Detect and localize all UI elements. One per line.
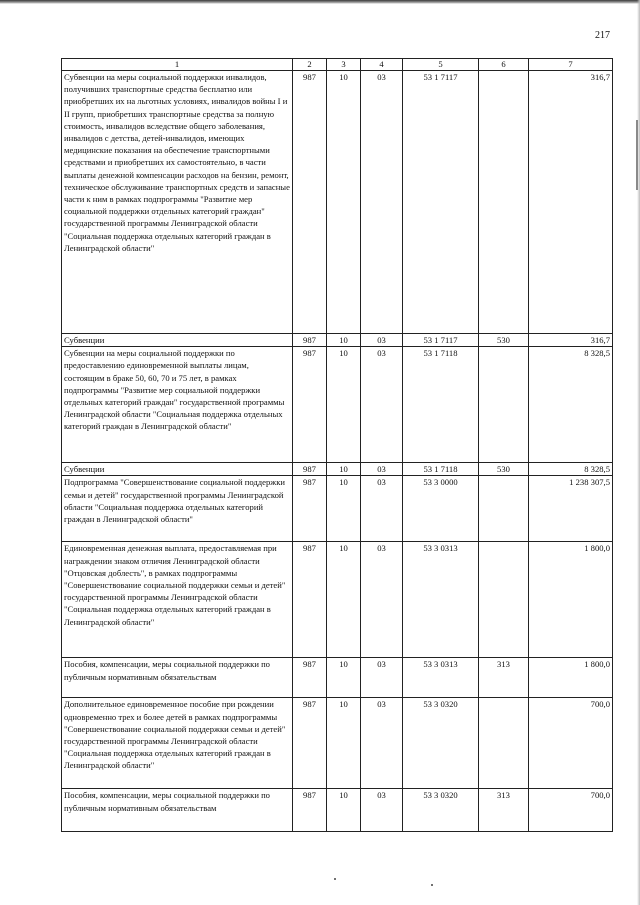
row-name: Субвенции (62, 463, 293, 476)
table-row (62, 463, 613, 476)
page-number: 217 (595, 30, 610, 41)
row-col6 (479, 476, 529, 542)
row-col3: 10 (327, 476, 361, 542)
row-col7: 1 800,0 (529, 658, 613, 698)
row-col3: 10 (327, 542, 361, 658)
row-col2: 987 (293, 71, 327, 334)
row-col2: 987 (293, 463, 327, 476)
scan-speck (334, 878, 336, 880)
row-name: Субвенции (62, 334, 293, 347)
row-col4: 03 (361, 71, 403, 334)
row-col5: 53 1 7117 (403, 71, 479, 334)
row-col6: 313 (479, 789, 529, 832)
row-col2: 987 (293, 476, 327, 542)
row-col5: 53 3 0000 (403, 476, 479, 542)
row-col7: 700,0 (529, 698, 613, 789)
scan-speck (431, 884, 433, 886)
row-col7: 316,7 (529, 71, 613, 334)
row-col6 (479, 698, 529, 789)
row-name: Пособия, компенсации, меры социальной поддержки по публичным нормативным обязательствам (62, 789, 293, 832)
budget-table (61, 58, 613, 832)
column-header-1: 1 (62, 59, 293, 71)
row-col3: 10 (327, 658, 361, 698)
row-col4: 03 (361, 347, 403, 463)
row-col2: 987 (293, 658, 327, 698)
row-col4: 03 (361, 698, 403, 789)
row-col4: 03 (361, 789, 403, 832)
table-row (62, 347, 613, 463)
row-col4: 03 (361, 463, 403, 476)
table-row (62, 658, 613, 698)
column-header-2: 2 (293, 59, 327, 71)
row-col2: 987 (293, 698, 327, 789)
row-col6: 530 (479, 463, 529, 476)
scan-mark (636, 120, 638, 190)
row-col5: 53 3 0320 (403, 698, 479, 789)
row-col4: 03 (361, 334, 403, 347)
row-col6: 530 (479, 334, 529, 347)
row-col4: 03 (361, 542, 403, 658)
row-col5: 53 1 7117 (403, 334, 479, 347)
row-col4: 03 (361, 476, 403, 542)
row-col2: 987 (293, 347, 327, 463)
row-name: Пособия, компенсации, меры социальной поддержки по публичным нормативным обязательствам (62, 658, 293, 698)
row-col3: 10 (327, 698, 361, 789)
row-col7: 8 328,5 (529, 347, 613, 463)
row-col6: 313 (479, 658, 529, 698)
row-col5: 53 1 7118 (403, 463, 479, 476)
row-col6 (479, 71, 529, 334)
row-col3: 10 (327, 71, 361, 334)
table-row (62, 71, 613, 334)
row-col7: 1 238 307,5 (529, 476, 613, 542)
row-col5: 53 3 0320 (403, 789, 479, 832)
table-header-row (62, 59, 613, 71)
row-col4: 03 (361, 658, 403, 698)
column-header-7: 7 (529, 59, 613, 71)
table-row (62, 542, 613, 658)
row-col2: 987 (293, 789, 327, 832)
row-col5: 53 3 0313 (403, 542, 479, 658)
row-name: Дополнительное единовременное пособие при рождении одновременно трех и более детей в рамках подпрограммы "Совершенствование социальной поддержки семьи и детей" государственной программы Ленинградской области "Социальная поддержка отдельных категорий граждан в Ленинградской области" (62, 698, 293, 789)
row-col3: 10 (327, 347, 361, 463)
row-col2: 987 (293, 542, 327, 658)
column-header-3: 3 (327, 59, 361, 71)
row-col6 (479, 347, 529, 463)
row-col6 (479, 542, 529, 658)
row-col5: 53 3 0313 (403, 658, 479, 698)
row-col3: 10 (327, 463, 361, 476)
row-col7: 1 800,0 (529, 542, 613, 658)
row-col5: 53 1 7118 (403, 347, 479, 463)
column-header-5: 5 (403, 59, 479, 71)
row-col7: 316,7 (529, 334, 613, 347)
row-col3: 10 (327, 334, 361, 347)
row-name: Субвенции на меры социальной поддержки по предоставлению единовременной выплаты лицам, состоящим в браке 50, 60, 70 и 75 лет, в рамках подпрограммы "Развитие мер социальной поддержки отдельных категорий граждан" государственной программы Ленинградской области "Социальная поддержка отдельных категорий граждан в Ленинградской области" (62, 347, 293, 463)
row-name: Единовременная денежная выплата, предоставляемая при награждении знаком отличия Ленинградской области "Отцовская доблесть", в рамках подпрограммы "Совершенствование социальной поддержки семьи и детей" государственной программы Ленинградской области "Социальная поддержка отдельных категорий граждан в Ленинградской области" (62, 542, 293, 658)
row-col7: 8 328,5 (529, 463, 613, 476)
row-col7: 700,0 (529, 789, 613, 832)
column-header-4: 4 (361, 59, 403, 71)
row-col2: 987 (293, 334, 327, 347)
scan-edge-top (0, 0, 640, 4)
table-row (62, 476, 613, 542)
table-row (62, 789, 613, 832)
table-row (62, 334, 613, 347)
row-col3: 10 (327, 789, 361, 832)
row-name: Субвенции на меры социальной поддержки инвалидов, получивших транспортные средства бесплатно или приобретших их на льготных условиях, инвалидов войны I и II групп, приобретших транспортные средства за полную стоимость, инвалидов вследствие общего заболевания, инвалидов с детства, детей-инвалидов, имеющих медицинские показания на обеспечение транспортными средствами и приобретших их самостоятельно, в части выплаты денежной компенсации расходов на бензин, ремонт, техническое обслуживание транспортных средств и запасные части к ним в рамках подпрограммы "Развитие мер социальной поддержки отдельных категорий граждан" государственной программы Ленинградской области "Социальная поддержка отдельных категорий граждан в Ленинградской области" (62, 71, 293, 334)
column-header-6: 6 (479, 59, 529, 71)
table-row (62, 698, 613, 789)
row-name: Подпрограмма "Совершенствование социальной поддержки семьи и детей" государственной программы Ленинградской области "Социальная поддержка отдельных категорий граждан в Ленинградской области" (62, 476, 293, 542)
